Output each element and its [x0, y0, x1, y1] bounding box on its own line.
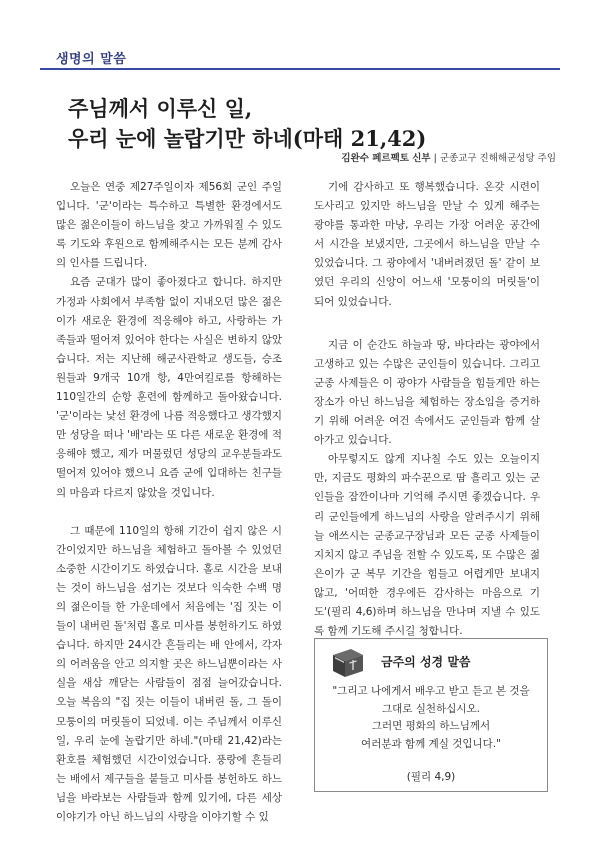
verse-line: 그러면 평화의 하느님께서 [371, 720, 491, 732]
paragraph: 요즘 군대가 많이 좋아졌다고 합니다. 하지만 가정과 사회에서 부족함 없이 지내오던 많은 젊은이가 새로운 환경에 적응해야 하고, 사랑하는 가족들과 떨어져 있어야 한다는 사실은 변하지 않았습니다. 저는 지난해 해군사관학교 생도들, 승조원들과 9개국 10개 항, 4만여킬로를 항해하는 110일간의 순항 훈련에 함께하고 돌아왔습니다. '군'이라는 낯선 환경에 나름 적응했다고 생각했지만 성당을 떠나 '배'라는 또 다른 새로운 환경에 적응해야 했고, 제가 머물렀던 성당의 교우분들과도 떨어져 있어야 했으니 요즘 군에 입대하는 친구들의 마음과 다르지 않았을 것입니다. [56, 276, 282, 499]
author-affiliation: | 군종교구 진해해군성당 주임 [430, 153, 556, 164]
title-line-2: 우리 눈에 놀랍기만 하네(마태 21,42) [68, 126, 427, 151]
bible-icon [327, 645, 367, 681]
verse-line: 여러분과 함께 계실 것입니다." [361, 737, 501, 750]
verse-line: "그리고 나에게서 배우고 받고 듣고 본 것을 [332, 685, 530, 697]
left-column [56, 178, 282, 827]
paragraph: 지금 이 순간도 하늘과 땅, 바다라는 광야에서 고생하고 있는 수많은 군인들이 있습니다. 그리고 군종 사제들은 이 광야가 사람들을 힘들게만 하는 장소가 아닌 하느님을 체험하는 장소임을 증거하기 위해 어려운 여건 속에서도 군인들과 함께 살아가고 있습니다. [314, 338, 540, 447]
paragraph: 기에 감사하고 또 행복했습니다. 온갖 시련이 도사리고 있지만 하느님을 만날 수 있게 해주는 광야를 통과한 마냥, 우리는 가장 어려운 공간에서 시간을 보냈지만, 그곳에서 하느님을 만날 수 있었습니다. 그 광야에서 '내버려졌던 돌' 같이 보였던 우리의 신앙이 어느새 '모퉁이의 머릿돌'이 되어 있었습니다. [314, 181, 540, 308]
paragraph: 그 때문에 110일의 항해 기간이 쉽지 않은 시간이었지만 하느님을 체험하고 돌아볼 수 있었던 소중한 시간이기도 하였습니다. 홀로 시간을 보내는 것이 하느님을 섬기는 것보다 익숙한 수백 명의 젊은이들 한 가운데에서 처음에는 '집 짓는 이들이 내버린 돌'처럼 홀로 미사를 봉헌하기도 하였습니다. 하지만 24시간 흔들리는 배 안에서, 각자의 어려움을 안고 의지할 곳은 하느님뿐이라는 사실을 새삼 깨닫는 사람들이 점점 늘어갔습니다. 오늘 복음의 "집 짓는 이들이 내버린 돌, 그 돌이 모퉁이의 머릿돌이 되었네. 이는 주님께서 이루신 일, 우리 눈에 놀랍기만 하네."(마태 21,42)라는 환호를 체험했던 시간이었습니다. 풍랑에 흔들리는 배에서 제구들을 붙들고 미사를 봉헌하도 하느님을 바라보는 사람들과 함께 있기에, 다른 세상 이야기가 아닌 하느님의 사랑을 이야기할 수 있 [56, 524, 282, 823]
title-line-1: 주님께서 이루신 일, [68, 96, 253, 121]
author-name: 김완수 페르펙토 신부 [341, 153, 431, 164]
paragraph: 아무렇지도 않게 지나칠 수도 있는 오늘이지만, 지금도 평화의 파수꾼으로 땀 흘리고 있는 군인들을 잠깐이나마 기억해 주시면 좋겠습니다. 우리 군인들에게 하느님의 사랑을 알려주시기 위해 늘 애쓰시는 군종교구장님과 모든 군종 사제들이 지치지 않고 주님을 전할 수 있도록, 또 수많은 젊은이가 군 복무 기간을 힘들고 어렵게만 보내지 않고, '어떠한 경우에든 감사하는 마음으로 기도'(필리 4,6)하며 하느님을 만나며 지낼 수 있도록 함께 기도해 주시길 청합니다. [314, 453, 540, 638]
article-title [68, 94, 548, 154]
verse-text [321, 683, 541, 753]
right-column [314, 178, 540, 641]
paragraph: 오늘은 연중 제27주일이자 제56회 군인 주일입니다. '군'이라는 특수하고 특별한 환경에서도 많은 젊은이들이 하느님을 찾고 가까워질 수 있도록 기도와 후원으로 함께해주시는 모든 분께 감사의 인사를 드립니다. [56, 181, 282, 270]
weekly-verse-box [314, 638, 548, 792]
verse-line: 그대로 실천하십시오. [382, 702, 480, 715]
author-byline [341, 150, 556, 164]
verse-reference: (필리 4,9) [406, 771, 456, 783]
verse-heading: 금주의 성경 말씀 [381, 655, 471, 669]
section-divider [40, 68, 560, 70]
section-label: 생명의 말씀 [56, 52, 127, 67]
